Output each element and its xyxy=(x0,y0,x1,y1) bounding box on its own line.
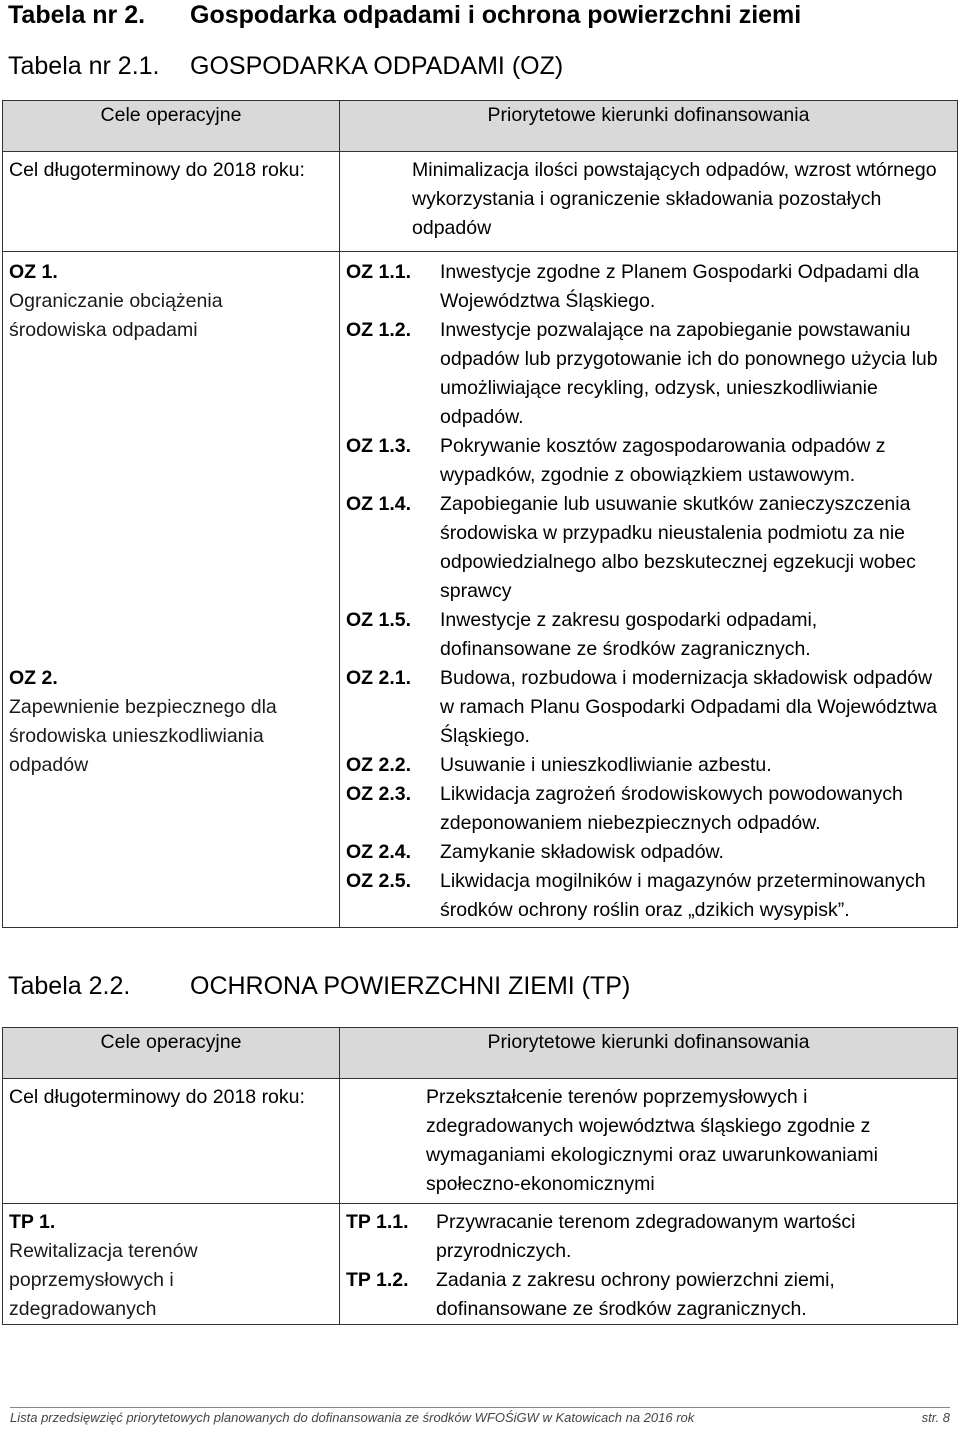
oz-priority-code: OZ 2.2. xyxy=(346,754,412,776)
oz-long-term-goal xyxy=(340,152,958,252)
oz-priority-item xyxy=(346,664,951,751)
oz-priority-text: Budowa, rozbudowa i modernizacja składowisk odpadów w ramach Planu Gospodarki Odpadami dla Województwa Śląskiego. xyxy=(440,667,938,747)
oz-long-term-label xyxy=(3,152,340,252)
tp-priority-text: Zadania z zakresu ochrony powierzchni ziemi, dofinansowane ze środków zagranicznych. xyxy=(436,1269,835,1320)
tp-table xyxy=(2,1027,958,1325)
page-footer xyxy=(10,1407,950,1425)
tp-priority-code: TP 1.1. xyxy=(346,1211,409,1233)
oz-long-term-row xyxy=(3,152,958,252)
tp-long-term-label xyxy=(3,1079,340,1204)
tp-col-header-goals: Cele operacyjne xyxy=(3,1028,340,1079)
oz-priority-item xyxy=(346,432,951,490)
tp-priority-item xyxy=(346,1208,951,1266)
oz-priorities-cell xyxy=(340,252,958,928)
tp-goals-row xyxy=(3,1204,958,1325)
page-title xyxy=(8,0,802,30)
oz-priority-text: Zamykanie składowisk odpadów. xyxy=(440,841,724,863)
oz-priority-code: OZ 2.5. xyxy=(346,870,412,892)
tp-long-term-goal-text: Przekształcenie terenów poprzemysłowych i zdegradowanych województwa śląskiego zgodnie z wymaganiami ekologicznymi oraz uwarunkowaniami społeczno-ekonomicznymi xyxy=(426,1086,878,1195)
oz-goal-1-code: OZ 1. xyxy=(9,261,58,283)
oz-priority-code: OZ 1.5. xyxy=(346,609,412,631)
oz-table xyxy=(2,100,958,928)
tp-goal-cell xyxy=(3,1204,340,1325)
tp-table-header-row xyxy=(3,1028,958,1079)
oz-col-header-priorities: Priorytetowe kierunki dofinansowania xyxy=(340,101,958,152)
oz-priority-text: Pokrywanie kosztów zagospodarowania odpadów z wypadków, zgodnie z obowiązkiem ustawowym. xyxy=(440,435,886,486)
oz-priority-text: Zapobieganie lub usuwanie skutków zanieczyszczenia środowiska w przypadku nieustalenia podmiotu za nie odpowiedzialnego albo bezskutecznej egzekucji wobec sprawcy xyxy=(440,493,916,602)
tp-priority-list xyxy=(346,1208,951,1324)
tp-priorities-cell xyxy=(340,1204,958,1325)
page-title-text: Gospodarka odpadami i ochrona powierzchni ziemi xyxy=(190,1,802,29)
oz-priority-item xyxy=(346,780,951,838)
tp-goal-1 xyxy=(9,1208,333,1324)
tp-long-term-goal xyxy=(340,1079,958,1204)
oz-section-number: Tabela nr 2.1. xyxy=(8,52,160,80)
oz-priority-item xyxy=(346,867,951,925)
oz-goal-2-code: OZ 2. xyxy=(9,667,58,689)
oz-priority-list xyxy=(346,258,951,925)
tp-section-number: Tabela 2.2. xyxy=(8,972,131,1000)
page-title-number: Tabela nr 2. xyxy=(8,1,146,29)
oz-priority-code: OZ 2.4. xyxy=(346,841,412,863)
oz-priority-text: Likwidacja zagrożeń środowiskowych powodowanych zdeponowaniem niebezpiecznych odpadów. xyxy=(440,783,903,834)
tp-long-term-label-text: Cel długoterminowy do 2018 roku: xyxy=(9,1086,305,1108)
oz-goal-1-title: Ograniczanie obciążenia środowiska odpadami xyxy=(9,290,223,341)
oz-priority-text: Inwestycje zgodne z Planem Gospodarki Odpadami dla Województwa Śląskiego. xyxy=(440,261,920,312)
oz-priority-item xyxy=(346,316,951,432)
oz-goal-1 xyxy=(9,258,333,664)
oz-table-header-row xyxy=(3,101,958,152)
oz-section-title xyxy=(8,51,564,81)
tp-priority-text: Przywracanie terenom zdegradowanym wartości przyrodniczych. xyxy=(436,1211,856,1262)
tp-goal-1-title: Rewitalizacja terenów poprzemysłowych i zdegradowanych xyxy=(9,1240,198,1320)
oz-priority-code: OZ 1.2. xyxy=(346,319,412,341)
tp-priority-code: TP 1.2. xyxy=(346,1269,409,1291)
oz-priority-code: OZ 1.4. xyxy=(346,493,412,515)
oz-goals-row xyxy=(3,252,958,928)
tp-section-name: OCHRONA POWIERZCHNI ZIEMI (TP) xyxy=(190,972,631,1000)
oz-priority-text: Inwestycje pozwalające na zapobieganie powstawaniu odpadów lub przygotowanie ich do ponownego użycia lub umożliwiające recykling, odzysk, unieszkodliwianie odpadów. xyxy=(440,319,938,428)
oz-goal-2 xyxy=(9,664,333,780)
tp-section-title xyxy=(8,971,631,1001)
oz-priority-item xyxy=(346,258,951,316)
oz-priority-text: Inwestycje z zakresu gospodarki odpadami, dofinansowane ze środków zagranicznych. xyxy=(440,609,818,660)
oz-priority-item xyxy=(346,838,951,867)
oz-priority-text: Likwidacja mogilników i magazynów przeterminowanych środków ochrony roślin oraz „dzikich wysypisk”. xyxy=(440,870,926,921)
tp-priority-item xyxy=(346,1266,951,1324)
oz-col-header-goals: Cele operacyjne xyxy=(3,101,340,152)
oz-goal-cell xyxy=(3,252,340,928)
oz-goal-2-title: Zapewnienie bezpiecznego dla środowiska unieszkodliwiania odpadów xyxy=(9,696,277,776)
oz-long-term-goal-text: Minimalizacja ilości powstających odpadów, wzrost wtórnego wykorzystania i ograniczenie składowania pozostałych odpadów xyxy=(412,159,937,239)
oz-long-term-label-text: Cel długoterminowy do 2018 roku: xyxy=(9,159,305,181)
tp-goal-1-code: TP 1. xyxy=(9,1211,56,1233)
oz-section-name: GOSPODARKA ODPADAMI (OZ) xyxy=(190,52,564,80)
oz-priority-text: Usuwanie i unieszkodliwianie azbestu. xyxy=(440,754,772,776)
oz-priority-code: OZ 1.3. xyxy=(346,435,412,457)
oz-priority-code: OZ 2.3. xyxy=(346,783,412,805)
oz-priority-item xyxy=(346,606,951,664)
oz-priority-code: OZ 1.1. xyxy=(346,261,412,283)
tp-long-term-row xyxy=(3,1079,958,1204)
oz-priority-item xyxy=(346,490,951,606)
tp-col-header-priorities: Priorytetowe kierunki dofinansowania xyxy=(340,1028,958,1079)
oz-priority-item xyxy=(346,751,951,780)
footer-text: Lista przedsięwzięć priorytetowych planowanych do dofinansowania ze środków WFOŚiGW w Katowicach na 2016 rok xyxy=(10,1410,695,1425)
page-number: str. 8 xyxy=(921,1410,950,1425)
oz-priority-code: OZ 2.1. xyxy=(346,667,412,689)
